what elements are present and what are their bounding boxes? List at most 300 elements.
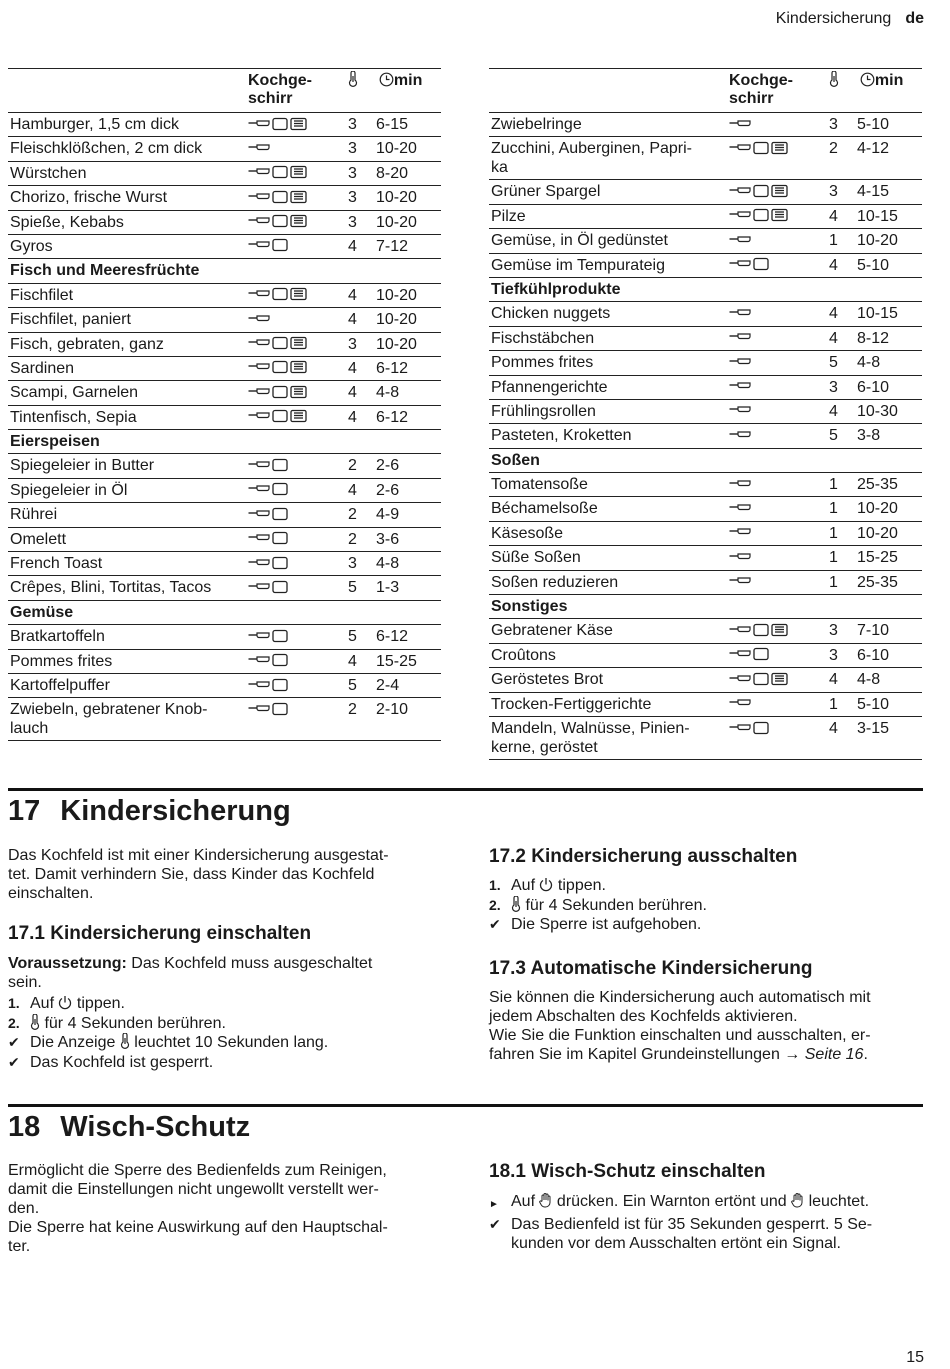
- food-cell: Sardinen: [8, 356, 246, 380]
- cookware-cell: [727, 424, 827, 448]
- chapter-title: Wisch-Schutz: [60, 1111, 251, 1143]
- grill-icon: [771, 184, 788, 198]
- food-cell: Mandeln, Walnüsse, Pinien- kerne, geröstet: [489, 716, 727, 759]
- pan-icon: [729, 429, 751, 441]
- section-17-3-heading: 17.3 Automatische Kindersicherung: [489, 958, 813, 979]
- heat-level-cell: 4: [346, 308, 374, 332]
- heat-level-cell: 5: [346, 673, 374, 697]
- table-row: [489, 113, 922, 137]
- pan-icon: [248, 581, 270, 593]
- pot-icon: [272, 482, 288, 496]
- cookware-cell: [246, 283, 346, 307]
- heat-level-cell: 3: [827, 619, 855, 643]
- cookware-cell: [246, 625, 346, 649]
- food-cell: Bratkartoffeln: [8, 625, 246, 649]
- table-row: [489, 473, 922, 497]
- pan-icon: [248, 166, 270, 178]
- table-header: [489, 69, 922, 113]
- check-icon: ✔: [489, 1215, 501, 1232]
- cookware-cell: [727, 570, 827, 594]
- pan-icon: [248, 630, 270, 642]
- food-cell: Pfannengerichte: [489, 375, 727, 399]
- table-row: [489, 497, 922, 521]
- cookware-cell: [246, 161, 346, 185]
- heat-level-cell: 4: [827, 326, 855, 350]
- heat-level-cell: 4: [827, 399, 855, 423]
- heat-level-cell: 4: [827, 302, 855, 326]
- table-row: [489, 229, 922, 253]
- cookware-cell: [727, 113, 827, 137]
- cookware-cell: [727, 716, 827, 759]
- section-label: Sonstiges: [489, 595, 922, 619]
- time-cell: 7-10: [855, 619, 922, 643]
- chapter-number: 18: [8, 1111, 41, 1143]
- time-cell: 10-20: [374, 186, 441, 210]
- table-row: [489, 204, 922, 228]
- food-cell: Spieße, Kebabs: [8, 210, 246, 234]
- header-section: Kindersicherung: [775, 10, 892, 27]
- hand-icon: [791, 1192, 804, 1208]
- table-row: [489, 668, 922, 692]
- food-cell: Gebratener Käse: [489, 619, 727, 643]
- pan-icon: [248, 508, 270, 520]
- pan-icon: [248, 679, 270, 691]
- time-cell: 4-12: [855, 137, 922, 180]
- food-cell: Tomatensoße: [489, 473, 727, 497]
- heat-level-cell: 1: [827, 692, 855, 716]
- time-cell: 8-12: [855, 326, 922, 350]
- heat-level-cell: 2: [346, 454, 374, 478]
- cookware-cell: [246, 454, 346, 478]
- food-cell: Zwiebelringe: [489, 113, 727, 137]
- table-row: [489, 643, 922, 667]
- pot-icon: [272, 531, 288, 545]
- time-cell: 6-12: [374, 356, 441, 380]
- cookware-cell: [727, 643, 827, 667]
- step: 1. Auf tippen.: [8, 995, 125, 1012]
- heat-level-cell: 3: [827, 113, 855, 137]
- pan-icon: [729, 380, 751, 392]
- grill-icon: [290, 190, 307, 204]
- pan-icon: [248, 532, 270, 544]
- time-cell: 8-20: [374, 161, 441, 185]
- time-cell: 4-8: [374, 552, 441, 576]
- cookware-cell: [246, 113, 346, 137]
- grill-icon: [771, 208, 788, 222]
- pot-icon: [753, 257, 769, 271]
- chapter-rule: [8, 1104, 923, 1107]
- chapter-title: Kindersicherung: [60, 795, 291, 827]
- heat-level-cell: 4: [827, 204, 855, 228]
- table-row: [8, 356, 441, 380]
- grill-icon: [290, 287, 307, 301]
- pot-icon: [272, 190, 288, 204]
- result: ✔ Die Sperre ist aufgehoben.: [489, 916, 702, 933]
- pan-icon: [729, 502, 751, 514]
- prereq-text: Das Kochfeld muss ausgeschaltet sein.: [8, 955, 373, 991]
- power-icon: [58, 995, 72, 1010]
- time-cell: 15-25: [374, 649, 441, 673]
- power-icon: [539, 877, 553, 892]
- table-row: [8, 186, 441, 210]
- pan-icon: [248, 191, 270, 203]
- check-icon: ✔: [8, 1034, 20, 1050]
- time-cell: 10-15: [855, 302, 922, 326]
- heat-level-cell: 1: [827, 570, 855, 594]
- pot-icon: [272, 360, 288, 374]
- cookware-cell: [246, 137, 346, 161]
- food-cell: Frühlingsrollen: [489, 399, 727, 423]
- cookware-cell: [246, 698, 346, 741]
- section-label: Eierspeisen: [8, 430, 441, 454]
- steps-18-1: [489, 1192, 929, 1254]
- table-row: [8, 527, 441, 551]
- table-row: [489, 424, 922, 448]
- heat-level-cell: 4: [827, 668, 855, 692]
- step: 1. Auf tippen.: [489, 877, 606, 894]
- table-row: [489, 351, 922, 375]
- cookware-cell: [246, 478, 346, 502]
- table-row: [489, 692, 922, 716]
- table-row: [8, 649, 441, 673]
- time-cell: 10-20: [374, 283, 441, 307]
- time-cell: 2-6: [374, 454, 441, 478]
- heat-level-cell: 3: [346, 186, 374, 210]
- cookware-cell: [727, 180, 827, 204]
- heat-level-icon: [511, 896, 521, 912]
- table-section-row: [489, 595, 922, 619]
- cookware-cell: [246, 186, 346, 210]
- time-cell: 6-12: [374, 625, 441, 649]
- table-row: [489, 716, 922, 759]
- food-cell: French Toast: [8, 552, 246, 576]
- cooking-table-left: [8, 68, 441, 741]
- heat-level-cell: 3: [827, 180, 855, 204]
- cookware-cell: [727, 399, 827, 423]
- pot-icon: [753, 141, 769, 155]
- table-row: [8, 478, 441, 502]
- time-cell: 4-8: [374, 381, 441, 405]
- clock-icon: [379, 72, 394, 87]
- time-cell: 5-10: [855, 253, 922, 277]
- table-row: [8, 234, 441, 258]
- time-cell: 4-9: [374, 503, 441, 527]
- page-link[interactable]: → Seite 16: [784, 1046, 864, 1063]
- food-cell: Rührei: [8, 503, 246, 527]
- result: ✔ Das Bedienfeld ist für 35 Sekunden gesperrt. 5 Se- kunden vor dem Ausschalten ertönt ein Signal.: [489, 1215, 873, 1252]
- time-cell: 7-12: [374, 234, 441, 258]
- cookware-cell: [727, 668, 827, 692]
- time-cell: 6-10: [855, 643, 922, 667]
- cookware-cell: [727, 302, 827, 326]
- pan-icon: [729, 307, 751, 319]
- food-cell: Fischfilet, paniert: [8, 308, 246, 332]
- table-section-row: [489, 277, 922, 301]
- time-cell: 3-15: [855, 716, 922, 759]
- pot-icon: [272, 458, 288, 472]
- cookware-cell: [727, 375, 827, 399]
- time-cell: 3-6: [374, 527, 441, 551]
- chapter-number: 17: [8, 795, 41, 827]
- grill-icon: [290, 385, 307, 399]
- food-cell: Hamburger, 1,5 cm dick: [8, 113, 246, 137]
- grill-icon: [290, 409, 307, 423]
- heat-level-cell: 3: [827, 375, 855, 399]
- prerequisite: [8, 954, 448, 992]
- cookware-cell: [246, 649, 346, 673]
- table-row: [8, 405, 441, 429]
- heat-level-cell: 2: [346, 527, 374, 551]
- result: ✔ Das Kochfeld ist gesperrt.: [8, 1053, 214, 1071]
- table-row: [489, 375, 922, 399]
- section-17-1-heading: 17.1 Kindersicherung einschalten: [8, 923, 312, 944]
- pot-icon: [272, 385, 288, 399]
- pan-icon: [729, 551, 751, 563]
- cookware-cell: [727, 351, 827, 375]
- chapter-17-heading: [8, 795, 291, 828]
- cookware-cell: [727, 326, 827, 350]
- grill-icon: [290, 336, 307, 350]
- prereq-label: Voraussetzung:: [8, 955, 127, 972]
- table-row: [8, 137, 441, 161]
- pan-icon: [248, 337, 270, 349]
- heat-level-icon: [348, 71, 358, 87]
- section-label: Soßen: [489, 448, 922, 472]
- pan-icon: [729, 673, 751, 685]
- pan-icon: [729, 185, 751, 197]
- table-row: [489, 326, 922, 350]
- time-cell: 4-15: [855, 180, 922, 204]
- time-cell: 15-25: [855, 546, 922, 570]
- food-cell: Süße Soßen: [489, 546, 727, 570]
- pot-icon: [272, 117, 288, 131]
- table-row: [8, 552, 441, 576]
- table-row: [8, 454, 441, 478]
- step: 2. für 4 Sekunden berühren.: [8, 1014, 226, 1032]
- time-cell: 25-35: [855, 570, 922, 594]
- pan-icon: [729, 697, 751, 709]
- table-row: [8, 673, 441, 697]
- section-label: Fisch und Meeresfrüchte: [8, 259, 441, 283]
- heat-level-cell: 2: [827, 137, 855, 180]
- table-header: [8, 69, 441, 113]
- time-cell: 2-4: [374, 673, 441, 697]
- cookware-cell: [727, 497, 827, 521]
- cookware-cell: [246, 381, 346, 405]
- pot-icon: [753, 647, 769, 661]
- cookware-cell: [246, 552, 346, 576]
- food-cell: Pilze: [489, 204, 727, 228]
- table-row: [489, 570, 922, 594]
- heat-level-icon: [829, 71, 839, 87]
- food-cell: Trocken-Fertiggerichte: [489, 692, 727, 716]
- heat-level-cell: 5: [827, 424, 855, 448]
- food-cell: Gyros: [8, 234, 246, 258]
- cookware-cell: [246, 234, 346, 258]
- steps-17-1: [8, 994, 448, 1072]
- food-cell: Fleischklößchen, 2 cm dick: [8, 137, 246, 161]
- time-cell: 3-8: [855, 424, 922, 448]
- arrow-icon: ►: [489, 1199, 499, 1210]
- pan-icon: [248, 654, 270, 666]
- time-cell: 10-20: [855, 521, 922, 545]
- pot-icon: [753, 672, 769, 686]
- grill-icon: [771, 623, 788, 637]
- cookware-cell: [246, 576, 346, 600]
- pot-icon: [753, 208, 769, 222]
- pan-icon: [729, 575, 751, 587]
- clock-icon: [860, 72, 875, 87]
- time-cell: 10-20: [374, 137, 441, 161]
- pot-icon: [272, 287, 288, 301]
- heat-level-cell: 4: [346, 478, 374, 502]
- pan-icon: [729, 209, 751, 221]
- pan-icon: [248, 459, 270, 471]
- food-cell: Gemüse im Tempurateig: [489, 253, 727, 277]
- running-header: [776, 10, 924, 28]
- table-row: [8, 308, 441, 332]
- food-cell: Grüner Spargel: [489, 180, 727, 204]
- cookware-cell: [246, 332, 346, 356]
- heat-level-cell: 3: [827, 643, 855, 667]
- cookware-cell: [727, 137, 827, 180]
- pan-icon: [729, 142, 751, 154]
- section-label: Tiefkühlprodukte: [489, 277, 922, 301]
- time-cell: 10-20: [855, 497, 922, 521]
- result: ✔ Die Anzeige leuchtet 10 Sekunden lang.: [8, 1034, 329, 1051]
- food-cell: Scampi, Garnelen: [8, 381, 246, 405]
- heat-level-cell: 2: [346, 698, 374, 741]
- table-row: [489, 253, 922, 277]
- cookware-cell: [246, 673, 346, 697]
- table-section-row: [8, 430, 441, 454]
- cookware-cell: [246, 210, 346, 234]
- pan-icon: [729, 331, 751, 343]
- chapter-rule: [8, 788, 923, 791]
- heat-level-cell: 5: [827, 351, 855, 375]
- pan-icon: [729, 478, 751, 490]
- cookware-cell: [727, 692, 827, 716]
- time-cell: 10-20: [374, 210, 441, 234]
- pan-icon: [248, 703, 270, 715]
- check-icon: ✔: [8, 1053, 20, 1070]
- pot-icon: [753, 721, 769, 735]
- table-row: [489, 180, 922, 204]
- pan-icon: [248, 313, 270, 325]
- food-cell: Spiegeleier in Öl: [8, 478, 246, 502]
- time-cell: 10-20: [374, 308, 441, 332]
- pot-icon: [272, 409, 288, 423]
- heat-level-cell: 1: [827, 521, 855, 545]
- food-cell: Chicken nuggets: [489, 302, 727, 326]
- pan-icon: [248, 288, 270, 300]
- grill-icon: [290, 360, 307, 374]
- pot-icon: [272, 556, 288, 570]
- level-time-header: [827, 69, 922, 113]
- food-cell: Béchamelsoße: [489, 497, 727, 521]
- pot-icon: [272, 336, 288, 350]
- table-row: [489, 399, 922, 423]
- table-row: [8, 113, 441, 137]
- pot-icon: [272, 629, 288, 643]
- cookware-cell: [246, 405, 346, 429]
- step: 2. für 4 Sekunden berühren.: [489, 896, 707, 914]
- cookware-cell: [727, 204, 827, 228]
- time-cell: 10-20: [374, 332, 441, 356]
- step: ► Auf drücken. Ein Warnton ertönt und leuchtet.: [489, 1192, 929, 1215]
- section-label: Gemüse: [8, 600, 441, 624]
- pan-icon: [729, 234, 751, 246]
- table-section-row: [8, 259, 441, 283]
- table-row: [8, 576, 441, 600]
- heat-level-icon: [30, 1014, 40, 1030]
- pot-icon: [753, 184, 769, 198]
- food-cell: Zwiebeln, gebratener Knob- lauch: [8, 698, 246, 741]
- pan-icon: [248, 557, 270, 569]
- time-cell: 6-15: [374, 113, 441, 137]
- cookware-cell: [246, 503, 346, 527]
- table-row: [8, 698, 441, 741]
- pot-icon: [272, 702, 288, 716]
- food-cell: Fisch, gebraten, ganz: [8, 332, 246, 356]
- steps-17-2: [489, 876, 929, 935]
- heat-level-cell: 5: [346, 625, 374, 649]
- pot-icon: [272, 678, 288, 692]
- section-17-3-text: Sie können die Kindersicherung auch automatisch mit jedem Abschalten des Kochfelds aktivieren. Wie Sie die Funktion einschalten und ausschalten, er- fahren Sie im Kapitel Grundeinstellungen → Seite 16.: [489, 989, 871, 1063]
- pan-icon: [729, 258, 751, 270]
- heat-level-cell: 1: [827, 497, 855, 521]
- check-icon: ✔: [489, 916, 501, 932]
- table-section-row: [8, 600, 441, 624]
- food-cell: Spiegeleier in Butter: [8, 454, 246, 478]
- heat-level-cell: 5: [346, 576, 374, 600]
- table-row: [489, 546, 922, 570]
- grill-icon: [771, 672, 788, 686]
- food-cell: Pasteten, Kroketten: [489, 424, 727, 448]
- table-row: [8, 625, 441, 649]
- food-cell: Fischfilet: [8, 283, 246, 307]
- heat-level-cell: 1: [827, 229, 855, 253]
- pan-icon: [729, 526, 751, 538]
- food-cell: Croûtons: [489, 643, 727, 667]
- heat-level-cell: 4: [827, 716, 855, 759]
- food-cell: Pommes frites: [489, 351, 727, 375]
- heat-level-cell: 4: [346, 405, 374, 429]
- food-cell: Kartoffelpuffer: [8, 673, 246, 697]
- pan-icon: [729, 722, 751, 734]
- table-row: [8, 210, 441, 234]
- heat-level-cell: 3: [346, 332, 374, 356]
- time-cell: 5-10: [855, 113, 922, 137]
- food-cell: Zucchini, Auberginen, Papri- ka: [489, 137, 727, 180]
- pot-icon: [272, 653, 288, 667]
- cooking-table-right: [489, 68, 922, 760]
- food-cell: Fischstäbchen: [489, 326, 727, 350]
- heat-level-cell: 4: [346, 381, 374, 405]
- pot-icon: [272, 507, 288, 521]
- heat-level-cell: 2: [346, 503, 374, 527]
- heat-level-cell: 3: [346, 210, 374, 234]
- heat-level-cell: 3: [346, 137, 374, 161]
- time-cell: 10-30: [855, 399, 922, 423]
- page-number: 15: [906, 1349, 924, 1366]
- table-section-row: [489, 448, 922, 472]
- grill-icon: [290, 165, 307, 179]
- pan-icon: [248, 361, 270, 373]
- hand-icon: [539, 1192, 552, 1208]
- grill-icon: [771, 141, 788, 155]
- food-cell: Tintenfisch, Sepia: [8, 405, 246, 429]
